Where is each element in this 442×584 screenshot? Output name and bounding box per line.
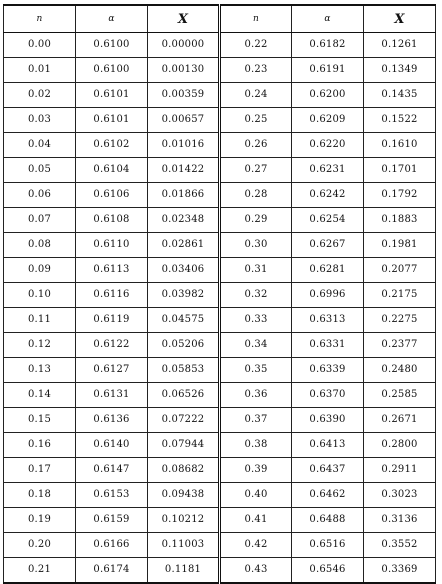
table-row xyxy=(4,158,436,183)
cell-alpha-left: 0.6166 xyxy=(76,533,148,558)
cell-n-right: 0.26 xyxy=(220,133,292,158)
cell-n-right: 0.38 xyxy=(220,433,292,458)
cell-n-right: 0.30 xyxy=(220,233,292,258)
cell-x-right: 0.1261 xyxy=(364,33,436,58)
cell-n-left: 0.14 xyxy=(4,383,76,408)
cell-x-left: 0.05853 xyxy=(148,358,220,383)
cell-n-left: 0.21 xyxy=(4,558,76,584)
cell-n-left: 0.10 xyxy=(4,283,76,308)
cell-x-right: 0.3136 xyxy=(364,508,436,533)
cell-alpha-left: 0.6106 xyxy=(76,183,148,208)
table-row xyxy=(4,433,436,458)
cell-x-right: 0.2671 xyxy=(364,408,436,433)
cell-alpha-left: 0.6140 xyxy=(76,433,148,458)
cell-n-right: 0.35 xyxy=(220,358,292,383)
table-row xyxy=(4,233,436,258)
table-row xyxy=(4,408,436,433)
header-x-right: X xyxy=(364,5,436,33)
cell-alpha-left: 0.6108 xyxy=(76,208,148,233)
cell-n-right: 0.33 xyxy=(220,308,292,333)
cell-x-left: 0.00657 xyxy=(148,108,220,133)
cell-n-right: 0.37 xyxy=(220,408,292,433)
cell-alpha-right: 0.6413 xyxy=(292,433,364,458)
cell-n-left: 0.02 xyxy=(4,83,76,108)
cell-x-right: 0.1349 xyxy=(364,58,436,83)
cell-alpha-left: 0.6136 xyxy=(76,408,148,433)
cell-alpha-right: 0.6220 xyxy=(292,133,364,158)
cell-x-left: 0.07944 xyxy=(148,433,220,458)
cell-n-right: 0.42 xyxy=(220,533,292,558)
table-row xyxy=(4,333,436,358)
cell-x-left: 0.04575 xyxy=(148,308,220,333)
cell-alpha-right: 0.6488 xyxy=(292,508,364,533)
cell-x-left: 0.08682 xyxy=(148,458,220,483)
table-row xyxy=(4,508,436,533)
cell-x-left: 0.03982 xyxy=(148,283,220,308)
cell-x-right: 0.1522 xyxy=(364,108,436,133)
cell-alpha-left: 0.6101 xyxy=(76,108,148,133)
cell-alpha-left: 0.6110 xyxy=(76,233,148,258)
cell-x-right: 0.2377 xyxy=(364,333,436,358)
cell-x-right: 0.1883 xyxy=(364,208,436,233)
cell-n-right: 0.25 xyxy=(220,108,292,133)
cell-x-right: 0.1792 xyxy=(364,183,436,208)
cell-x-right: 0.1981 xyxy=(364,233,436,258)
cell-n-left: 0.07 xyxy=(4,208,76,233)
cell-x-right: 0.2175 xyxy=(364,283,436,308)
document-page xyxy=(3,4,434,573)
cell-n-left: 0.11 xyxy=(4,308,76,333)
table-row xyxy=(4,533,436,558)
cell-n-right: 0.36 xyxy=(220,383,292,408)
cell-n-left: 0.15 xyxy=(4,408,76,433)
cell-x-right: 0.1610 xyxy=(364,133,436,158)
table-row xyxy=(4,208,436,233)
cell-n-right: 0.39 xyxy=(220,458,292,483)
cell-alpha-left: 0.6100 xyxy=(76,58,148,83)
header-n-right: n xyxy=(220,5,292,33)
cell-n-right: 0.31 xyxy=(220,258,292,283)
cell-x-left: 0.07222 xyxy=(148,408,220,433)
cell-n-left: 0.04 xyxy=(4,133,76,158)
header-x-left: X xyxy=(148,5,220,33)
table-row xyxy=(4,258,436,283)
table-row xyxy=(4,358,436,383)
cell-alpha-right: 0.6191 xyxy=(292,58,364,83)
cell-x-right: 0.3369 xyxy=(364,558,436,584)
cell-alpha-left: 0.6100 xyxy=(76,33,148,58)
cell-alpha-left: 0.6159 xyxy=(76,508,148,533)
cell-n-left: 0.16 xyxy=(4,433,76,458)
table-row xyxy=(4,283,436,308)
cell-x-right: 0.2585 xyxy=(364,383,436,408)
cell-alpha-right: 0.6370 xyxy=(292,383,364,408)
cell-x-left: 0.00130 xyxy=(148,58,220,83)
cell-alpha-right: 0.6281 xyxy=(292,258,364,283)
table-row xyxy=(4,483,436,508)
cell-x-left: 0.06526 xyxy=(148,383,220,408)
cell-x-left: 0.01422 xyxy=(148,158,220,183)
cell-x-left: 0.02348 xyxy=(148,208,220,233)
cell-alpha-right: 0.6209 xyxy=(292,108,364,133)
header-alpha-right: α xyxy=(292,5,364,33)
cell-x-right: 0.2800 xyxy=(364,433,436,458)
table-row xyxy=(4,133,436,158)
cell-alpha-right: 0.6331 xyxy=(292,333,364,358)
cell-n-left: 0.01 xyxy=(4,58,76,83)
cell-n-left: 0.00 xyxy=(4,33,76,58)
cell-x-right: 0.1701 xyxy=(364,158,436,183)
cell-alpha-right: 0.6516 xyxy=(292,533,364,558)
cell-n-left: 0.12 xyxy=(4,333,76,358)
cell-alpha-right: 0.6313 xyxy=(292,308,364,333)
cell-n-right: 0.24 xyxy=(220,83,292,108)
cell-alpha-right: 0.6242 xyxy=(292,183,364,208)
cell-n-right: 0.32 xyxy=(220,283,292,308)
cell-n-right: 0.27 xyxy=(220,158,292,183)
table-row xyxy=(4,458,436,483)
cell-x-left: 0.01016 xyxy=(148,133,220,158)
cell-n-left: 0.08 xyxy=(4,233,76,258)
cell-n-left: 0.13 xyxy=(4,358,76,383)
cell-n-left: 0.18 xyxy=(4,483,76,508)
cell-x-right: 0.3552 xyxy=(364,533,436,558)
cell-n-left: 0.09 xyxy=(4,258,76,283)
header-alpha-left: α xyxy=(76,5,148,33)
cell-alpha-right: 0.6546 xyxy=(292,558,364,584)
cell-n-right: 0.40 xyxy=(220,483,292,508)
cell-n-left: 0.20 xyxy=(4,533,76,558)
cell-x-left: 0.05206 xyxy=(148,333,220,358)
cell-n-right: 0.43 xyxy=(220,558,292,584)
cell-x-left: 0.00359 xyxy=(148,83,220,108)
cell-x-left: 0.1181 xyxy=(148,558,220,584)
table-row xyxy=(4,108,436,133)
cell-x-right: 0.2275 xyxy=(364,308,436,333)
cell-alpha-left: 0.6122 xyxy=(76,333,148,358)
cell-x-left: 0.11003 xyxy=(148,533,220,558)
cell-n-left: 0.17 xyxy=(4,458,76,483)
cell-x-left: 0.09438 xyxy=(148,483,220,508)
cell-n-right: 0.41 xyxy=(220,508,292,533)
data-table xyxy=(3,4,436,584)
cell-alpha-left: 0.6174 xyxy=(76,558,148,584)
cell-n-left: 0.03 xyxy=(4,108,76,133)
cell-x-left: 0.02861 xyxy=(148,233,220,258)
cell-x-right: 0.1435 xyxy=(364,83,436,108)
cell-alpha-left: 0.6104 xyxy=(76,158,148,183)
cell-alpha-right: 0.6437 xyxy=(292,458,364,483)
cell-n-left: 0.06 xyxy=(4,183,76,208)
cell-alpha-right: 0.6231 xyxy=(292,158,364,183)
cell-alpha-left: 0.6102 xyxy=(76,133,148,158)
cell-n-left: 0.19 xyxy=(4,508,76,533)
cell-x-left: 0.10212 xyxy=(148,508,220,533)
cell-alpha-right: 0.6182 xyxy=(292,33,364,58)
cell-alpha-left: 0.6147 xyxy=(76,458,148,483)
cell-alpha-left: 0.6153 xyxy=(76,483,148,508)
cell-alpha-left: 0.6116 xyxy=(76,283,148,308)
table-body xyxy=(4,33,436,584)
cell-x-right: 0.2480 xyxy=(364,358,436,383)
cell-n-right: 0.29 xyxy=(220,208,292,233)
cell-x-left: 0.01866 xyxy=(148,183,220,208)
cell-alpha-left: 0.6119 xyxy=(76,308,148,333)
cell-x-right: 0.2911 xyxy=(364,458,436,483)
cell-x-right: 0.2077 xyxy=(364,258,436,283)
table-row xyxy=(4,383,436,408)
table-row xyxy=(4,58,436,83)
cell-x-right: 0.3023 xyxy=(364,483,436,508)
cell-alpha-right: 0.6200 xyxy=(292,83,364,108)
table-row xyxy=(4,183,436,208)
cell-alpha-left: 0.6113 xyxy=(76,258,148,283)
table-header-row xyxy=(4,5,436,33)
header-n-left: n xyxy=(4,5,76,33)
cell-n-right: 0.22 xyxy=(220,33,292,58)
table-row xyxy=(4,83,436,108)
cell-alpha-right: 0.6390 xyxy=(292,408,364,433)
cell-alpha-right: 0.6267 xyxy=(292,233,364,258)
cell-x-left: 0.00000 xyxy=(148,33,220,58)
cell-x-left: 0.03406 xyxy=(148,258,220,283)
cell-alpha-right: 0.6462 xyxy=(292,483,364,508)
cell-alpha-right: 0.6996 xyxy=(292,283,364,308)
table-row xyxy=(4,33,436,58)
cell-n-right: 0.23 xyxy=(220,58,292,83)
cell-n-right: 0.28 xyxy=(220,183,292,208)
cell-alpha-left: 0.6127 xyxy=(76,358,148,383)
table-row xyxy=(4,558,436,584)
cell-n-left: 0.05 xyxy=(4,158,76,183)
table-row xyxy=(4,308,436,333)
cell-alpha-right: 0.6254 xyxy=(292,208,364,233)
cell-alpha-left: 0.6101 xyxy=(76,83,148,108)
cell-alpha-left: 0.6131 xyxy=(76,383,148,408)
cell-alpha-right: 0.6339 xyxy=(292,358,364,383)
cell-n-right: 0.34 xyxy=(220,333,292,358)
